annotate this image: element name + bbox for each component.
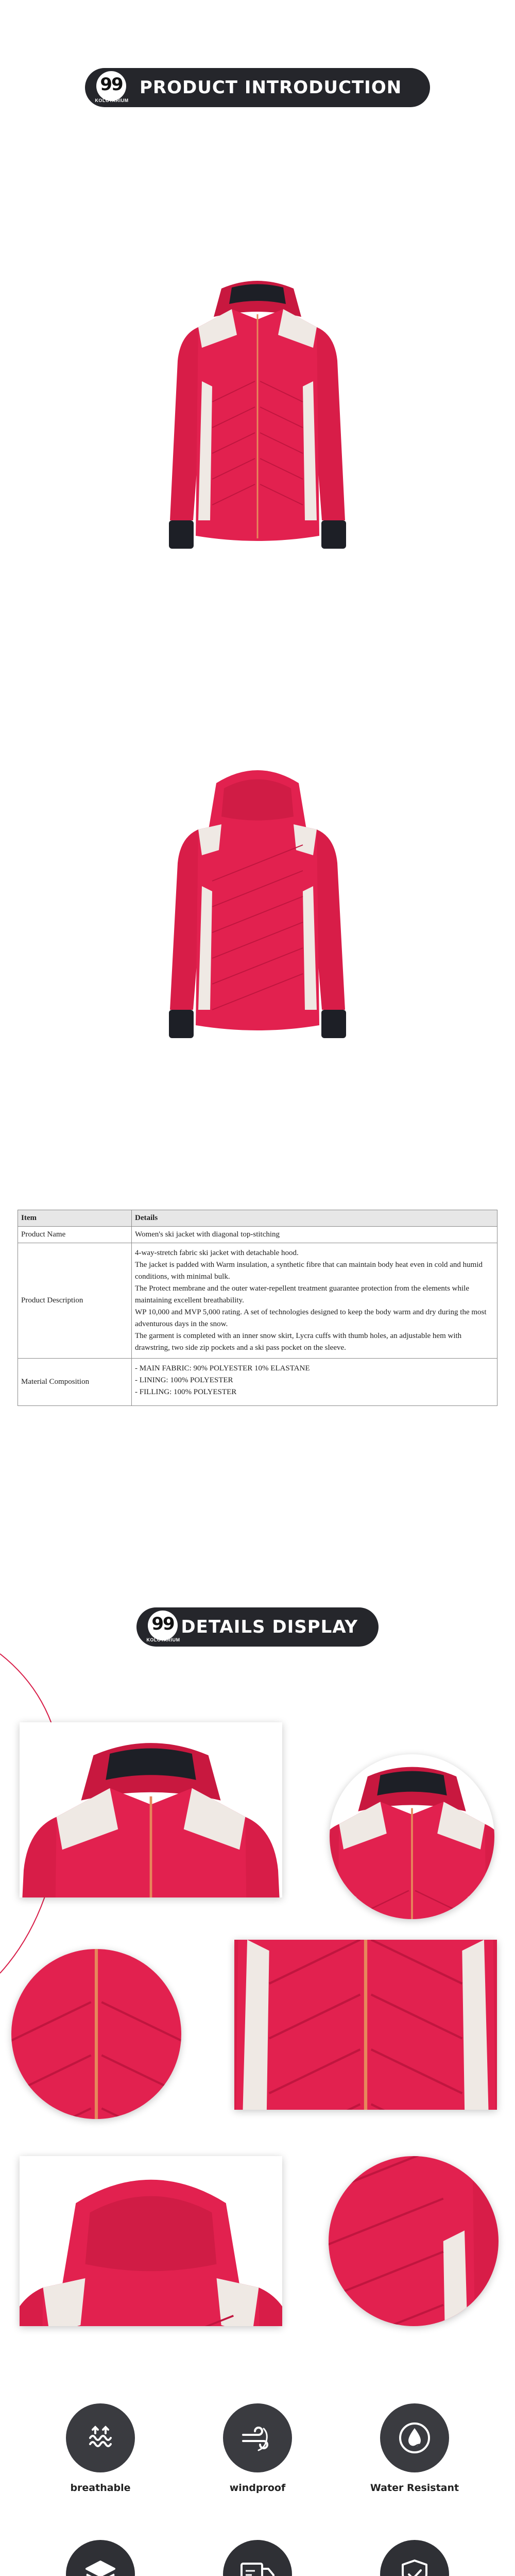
brand-logo: 99 KOLOTARIUM <box>94 71 130 104</box>
table-row <box>18 1243 497 1359</box>
feature-spot-quick-delivery <box>201 2540 314 2576</box>
table-row <box>18 1227 497 1243</box>
jacket-front-image <box>154 206 360 618</box>
detail-zipper-circle <box>11 1949 181 2119</box>
table-header-item: Item <box>18 1210 132 1227</box>
windproof-icon <box>223 2403 292 2472</box>
feature-thickened-material <box>44 2540 157 2576</box>
detail-back-hood-card <box>20 2156 282 2326</box>
jacket-back-image <box>154 670 360 1133</box>
breathable-icon <box>66 2403 135 2472</box>
details-display-banner <box>136 1607 379 1647</box>
shield-check-icon <box>380 2540 449 2576</box>
delivery-truck-icon <box>223 2540 292 2576</box>
table-cell-details: Women's ski jacket with diagonal top-stitching <box>132 1227 497 1243</box>
section-title-intro: PRODUCT INTRODUCTION <box>140 77 402 98</box>
product-details-table <box>18 1210 497 1406</box>
water-resistant-icon <box>380 2403 449 2472</box>
feature-quality-assurance <box>358 2540 471 2576</box>
table-cell-details: 4-way-stretch fabric ski jacket with detachable hood. The jacket is padded with Warm insulation, a synthetic fibre that can maintain body heat even in cold and humid conditions, with minimal bulk. The Protect membrane and the outer water-repellent treatment guarantee protection from the elements while maintaining excellent breathability. WP 10,000 and MVP 5,000 rating. A set of technologies designed to keep the body warm and dry during the most adventurous days in the snow. The garment is completed with an inner snow skirt, Lycra cuffs with thumb holes, an adjustable hem with drawstring, two side zip pockets and a ski pass pocket on the sleeve. <box>132 1243 497 1359</box>
table-row <box>18 1359 497 1406</box>
table-cell-item: Product Name <box>18 1227 132 1243</box>
detail-upper-body-card <box>20 1722 282 1897</box>
table-cell-item: Material Composition <box>18 1359 132 1406</box>
brand-logo: 99 KOLOTARIUM <box>146 1611 171 1643</box>
detail-back-stitching-circle <box>329 2156 499 2326</box>
product-introduction-banner <box>85 68 430 107</box>
table-header-row <box>18 1210 497 1227</box>
table-cell-details: - MAIN FABRIC: 90% POLYESTER 10% ELASTANE - LINING: 100% POLYESTER - FILLING: 100% POLYESTER <box>132 1359 497 1406</box>
table-header-details: Details <box>132 1210 497 1227</box>
layers-icon <box>66 2540 135 2576</box>
detail-hood-circle <box>330 1754 494 1919</box>
table-cell-item: Product Description <box>18 1243 132 1359</box>
feature-windproof: windproof <box>201 2403 314 2494</box>
section-title-details: DETAILS DISPLAY <box>181 1617 358 1637</box>
feature-breathable: breathable <box>44 2403 157 2494</box>
feature-water-resistant: Water Resistant <box>358 2403 471 2494</box>
detail-side-panel-card <box>234 1940 497 2110</box>
